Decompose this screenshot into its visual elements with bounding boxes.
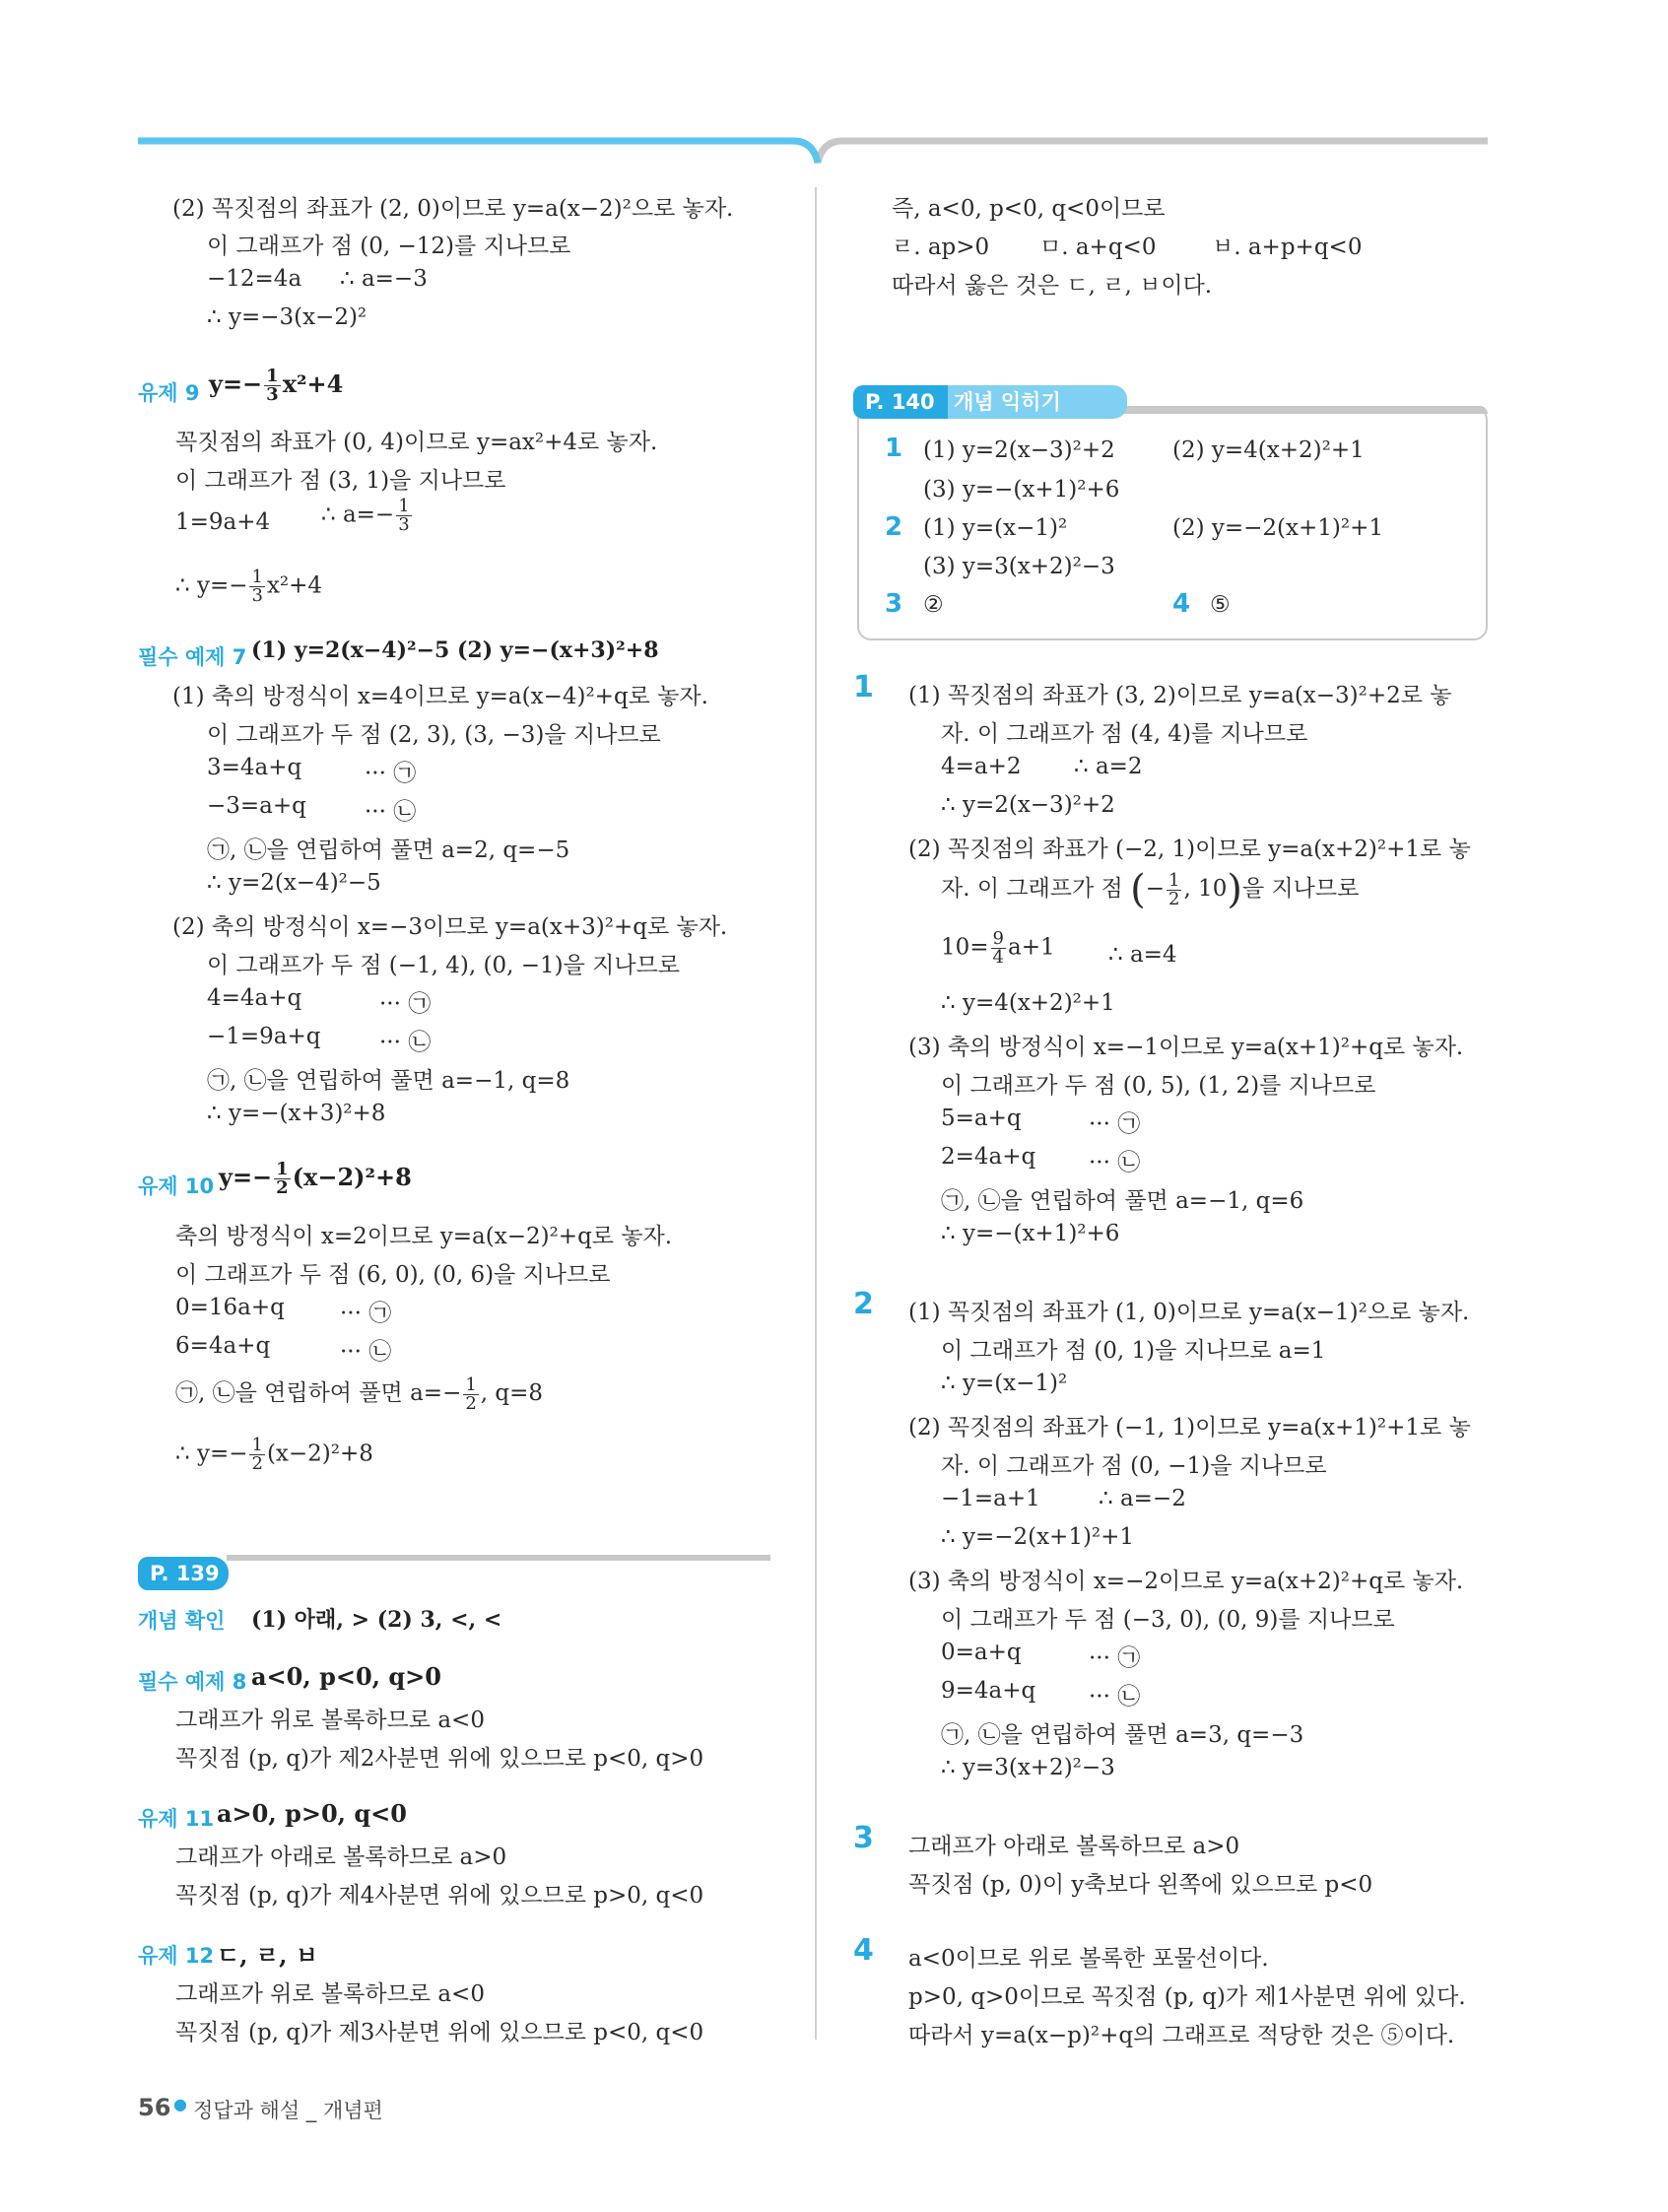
ex7-line: −1=9a+q bbox=[207, 1024, 321, 1049]
ex8-line: 꼭짓점 (p, q)가 제2사분면 위에 있으므로 p<0, q>0 bbox=[175, 1746, 704, 1772]
solution-line: 이 그래프가 두 점 (−3, 0), (0, 9)를 지나므로 bbox=[941, 1607, 1395, 1633]
yuje11-answer: a>0, p>0, q<0 bbox=[217, 1799, 407, 1828]
left-line: 이 그래프가 점 (0, −12)를 지나므로 bbox=[207, 234, 571, 259]
solution-number: 4 bbox=[853, 1933, 874, 1968]
ex7-line: ··· ㉡ bbox=[379, 1030, 432, 1055]
solution-line: 0=a+q bbox=[941, 1640, 1022, 1665]
p140-tag: P. 140 bbox=[853, 385, 948, 419]
ex7-line: (1) 축의 방정식이 x=4이므로 y=a(x−4)²+q로 놓자. bbox=[172, 684, 708, 709]
solution-line: ··· ㉠ bbox=[1089, 1645, 1141, 1671]
yuje10-answer: y=− $\frac{1}{2}$ (x−2)²+8 bbox=[219, 1159, 412, 1198]
solution-line: 10= $\frac{9}{4}$ a+1 bbox=[941, 928, 1055, 968]
solution-line: ∴ y=−(x+1)²+6 bbox=[941, 1221, 1120, 1246]
left-line: (2) 꼭짓점의 좌표가 (2, 0)이므로 y=a(x−2)²으로 놓자. bbox=[172, 196, 734, 222]
solution-line: ∴ y=−2(x+1)²+1 bbox=[941, 1524, 1135, 1550]
box-item-number: 3 bbox=[885, 589, 903, 619]
ex7-line: ··· ㉠ bbox=[365, 761, 417, 786]
box-item: (1) y=2(x−3)²+2 bbox=[923, 437, 1115, 463]
solution-number: 1 bbox=[853, 670, 874, 704]
solution-line: 이 그래프가 점 (0, 1)을 지나므로 a=1 bbox=[941, 1338, 1326, 1364]
solution-line: ∴ a=4 bbox=[1108, 942, 1177, 968]
box-item-number: 2 bbox=[885, 512, 903, 542]
solution-line: (2) 꼭짓점의 좌표가 (−1, 1)이므로 y=a(x+1)²+1로 놓 bbox=[908, 1415, 1471, 1441]
header-bar bbox=[0, 0, 1668, 177]
ex7-line: (2) 축의 방정식이 x=−3이므로 y=a(x+3)²+q로 놓자. bbox=[172, 914, 728, 940]
ex8-line: 그래프가 위로 볼록하므로 a<0 bbox=[175, 1708, 485, 1733]
solution-line: ··· ㉠ bbox=[1089, 1111, 1141, 1137]
column-divider bbox=[815, 187, 817, 2040]
yuje12-line: 꼭짓점 (p, q)가 제3사분면 위에 있으므로 p<0, q<0 bbox=[175, 2020, 704, 2045]
box-item: ② bbox=[923, 592, 944, 618]
right-line: ㄹ. ap>0 bbox=[892, 235, 990, 260]
solution-line: a<0이므로 위로 볼록한 포물선이다. bbox=[908, 1946, 1269, 1972]
footer-bullet: ● bbox=[173, 2095, 187, 2113]
box-item: (3) y=−(x+1)²+6 bbox=[923, 477, 1120, 503]
ex7-line: ㉠, ㉡을 연립하여 풀면 a=2, q=−5 bbox=[207, 838, 570, 863]
ex7-label: 필수 예제 7 bbox=[138, 645, 247, 669]
solution-line: p>0, q>0이므로 꼭짓점 (p, q)가 제1사분면 위에 있다. bbox=[908, 1984, 1466, 2010]
ex7-line: ㉠, ㉡을 연립하여 풀면 a=−1, q=8 bbox=[207, 1068, 570, 1094]
box-item-number: 1 bbox=[885, 434, 903, 463]
solution-line: (1) 꼭짓점의 좌표가 (1, 0)이므로 y=a(x−1)²으로 놓자. bbox=[908, 1300, 1470, 1325]
solution-line: 9=4a+q bbox=[941, 1678, 1036, 1704]
yuje10-label: 유제 10 bbox=[138, 1174, 215, 1198]
ex8-label: 필수 예제 8 bbox=[138, 1670, 247, 1694]
concept-label: 개념 확인 bbox=[138, 1609, 226, 1633]
solution-line: ··· ㉡ bbox=[1089, 1684, 1141, 1709]
yuje10-line: ··· ㉡ bbox=[340, 1339, 392, 1365]
solution-line: 4=a+2 bbox=[941, 754, 1022, 779]
yuje11-line: 꼭짓점 (p, q)가 제4사분면 위에 있으므로 p>0, q<0 bbox=[175, 1883, 704, 1909]
yuje10-line: 6=4a+q bbox=[175, 1333, 271, 1359]
yuje12-answer: ㄷ, ㄹ, ㅂ bbox=[217, 1941, 318, 1970]
ex7-answer: (1) y=2(x−4)²−5 (2) y=−(x+3)²+8 bbox=[251, 637, 659, 663]
solution-number: 3 bbox=[853, 1821, 874, 1855]
page-number: 56 bbox=[138, 2094, 171, 2121]
solution-line: (3) 축의 방정식이 x=−1이므로 y=a(x+1)²+q로 놓자. bbox=[908, 1035, 1464, 1060]
box-item: (2) y=4(x+2)²+1 bbox=[1172, 437, 1365, 463]
p140-rule bbox=[1094, 406, 1488, 414]
yuje10-line: 축의 방정식이 x=2이므로 y=a(x−2)²+q로 놓자. bbox=[175, 1224, 673, 1249]
left-line: ∴ y=−3(x−2)² bbox=[207, 304, 367, 330]
solution-line: (3) 축의 방정식이 x=−2이므로 y=a(x+2)²+q로 놓자. bbox=[908, 1569, 1464, 1594]
yuje10-line: ··· ㉠ bbox=[340, 1301, 392, 1326]
right-line: ㅂ. a+p+q<0 bbox=[1212, 235, 1363, 260]
yuje11-label: 유제 11 bbox=[138, 1807, 215, 1831]
solution-line: ∴ y=4(x+2)²+1 bbox=[941, 990, 1115, 1016]
p140-title: 개념 익히기 bbox=[934, 385, 1127, 419]
yuje9-line: ∴ a=− $\frac{1}{3}$ bbox=[321, 496, 410, 535]
solution-line: (2) 꼭짓점의 좌표가 (−2, 1)이므로 y=a(x+2)²+1로 놓 bbox=[908, 837, 1471, 862]
solution-line: (1) 꼭짓점의 좌표가 (3, 2)이므로 y=a(x−3)²+2로 놓 bbox=[908, 683, 1452, 708]
solution-line: 꼭짓점 (p, 0)이 y축보다 왼쪽에 있으므로 p<0 bbox=[908, 1872, 1373, 1898]
solution-line: 따라서 y=a(x−p)²+q의 그래프로 적당한 것은 ⑤이다. bbox=[908, 2023, 1455, 2048]
box-item: (3) y=3(x+2)²−3 bbox=[923, 554, 1115, 579]
right-line: ㅁ. a+q<0 bbox=[1039, 235, 1157, 260]
ex7-line: ··· ㉠ bbox=[379, 991, 432, 1017]
yuje9-answer: y=− $\frac{1}{3}$ x²+4 bbox=[209, 366, 344, 405]
solution-line: ∴ a=−2 bbox=[1099, 1486, 1186, 1511]
solution-line: 2=4a+q bbox=[941, 1144, 1036, 1170]
yuje9-line: ∴ y=− $\frac{1}{3}$ x²+4 bbox=[175, 567, 323, 606]
solution-line: 자. 이 그래프가 점 (4, 4)를 지나므로 bbox=[941, 721, 1308, 747]
yuje10-line: ㉠, ㉡을 연립하여 풀면 a=− $\frac{1}{2}$ , q=8 bbox=[175, 1374, 544, 1414]
solution-line: 5=a+q bbox=[941, 1106, 1022, 1131]
solution-line: ··· ㉡ bbox=[1089, 1150, 1141, 1175]
yuje12-label: 유제 12 bbox=[138, 1944, 215, 1968]
ex8-answer: a<0, p<0, q>0 bbox=[251, 1662, 441, 1691]
yuje9-line: 이 그래프가 점 (3, 1)을 지나므로 bbox=[175, 468, 506, 494]
ex7-line: 3=4a+q bbox=[207, 755, 302, 780]
yuje12-line: 그래프가 위로 볼록하므로 a<0 bbox=[175, 1981, 485, 2007]
box-item: ⑤ bbox=[1210, 592, 1231, 618]
yuje11-line: 그래프가 아래로 볼록하므로 a>0 bbox=[175, 1844, 507, 1870]
yuje9-line: 꼭짓점의 좌표가 (0, 4)이므로 y=ax²+4로 놓자. bbox=[175, 430, 658, 455]
right-line: 즉, a<0, p<0, q<0이므로 bbox=[892, 196, 1166, 222]
left-line: ∴ a=−3 bbox=[340, 266, 428, 292]
solution-line: ∴ a=2 bbox=[1074, 754, 1143, 779]
ex7-line: −3=a+q bbox=[207, 793, 306, 819]
solution-line: ∴ y=(x−1)² bbox=[941, 1371, 1068, 1396]
ex7-line: ∴ y=2(x−4)²−5 bbox=[207, 870, 381, 896]
solution-line: 그래프가 아래로 볼록하므로 a>0 bbox=[908, 1834, 1240, 1859]
solution-line: ∴ y=3(x+2)²−3 bbox=[941, 1755, 1115, 1780]
left-line: −12=4a bbox=[207, 266, 302, 292]
yuje9-line: 1=9a+4 bbox=[175, 509, 271, 535]
box-item-number: 4 bbox=[1172, 589, 1191, 619]
yuje10-line: 0=16a+q bbox=[175, 1295, 285, 1320]
ex7-line: 이 그래프가 두 점 (2, 3), (3, −3)을 지나므로 bbox=[207, 722, 661, 748]
solution-line: −1=a+1 bbox=[941, 1486, 1040, 1511]
solution-line: ㉠, ㉡을 연립하여 풀면 a=−1, q=6 bbox=[941, 1188, 1304, 1214]
right-line: 따라서 옳은 것은 ㄷ, ㄹ, ㅂ이다. bbox=[892, 273, 1213, 299]
p139-tag: P. 139 bbox=[138, 1557, 229, 1590]
yuje10-line: ∴ y=− $\frac{1}{2}$ (x−2)²+8 bbox=[175, 1435, 373, 1474]
solution-line: 이 그래프가 두 점 (0, 5), (1, 2)를 지나므로 bbox=[941, 1073, 1376, 1099]
solution-line: ㉠, ㉡을 연립하여 풀면 a=3, q=−3 bbox=[941, 1722, 1304, 1748]
yuje9-label: 유제 9 bbox=[138, 381, 200, 405]
p139-rule bbox=[227, 1555, 770, 1561]
solution-line: 자. 이 그래프가 점 (0, −1)을 지나므로 bbox=[941, 1453, 1327, 1479]
ex7-line: ··· ㉡ bbox=[365, 799, 417, 825]
box-item: (1) y=(x−1)² bbox=[923, 515, 1068, 541]
solution-line: 자. 이 그래프가 점 (− $\frac{1}{2}$ , 10)을 지나므로 bbox=[941, 867, 1360, 912]
ex7-line: 이 그래프가 두 점 (−1, 4), (0, −1)을 지나므로 bbox=[207, 953, 681, 978]
concept-answer: (1) 아래, > (2) 3, <, < bbox=[251, 1607, 502, 1633]
solution-line: ∴ y=2(x−3)²+2 bbox=[941, 792, 1115, 818]
ex7-line: 4=4a+q bbox=[207, 985, 302, 1011]
yuje10-line: 이 그래프가 두 점 (6, 0), (0, 6)을 지나므로 bbox=[175, 1262, 611, 1288]
box-item: (2) y=−2(x+1)²+1 bbox=[1172, 515, 1384, 541]
solution-number: 2 bbox=[853, 1287, 874, 1321]
footer-title: 정답과 해설 _ 개념편 bbox=[193, 2099, 383, 2122]
ex7-line: ∴ y=−(x+3)²+8 bbox=[207, 1101, 386, 1126]
